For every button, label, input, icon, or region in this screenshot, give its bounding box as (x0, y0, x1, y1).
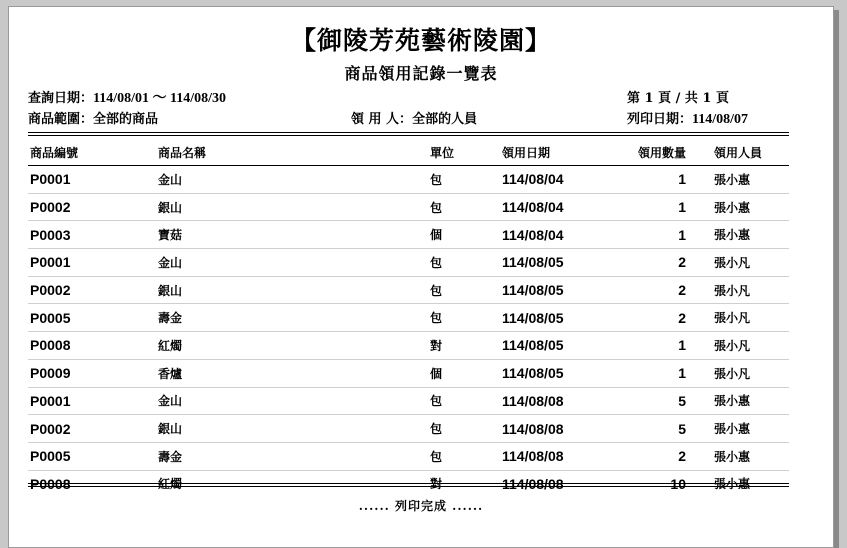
table-row (28, 415, 789, 443)
cell-name: 壽金 (158, 449, 183, 464)
cell-date: 114/08/04 (502, 199, 564, 216)
recipient-label: 領 用 人： (351, 112, 413, 127)
cell-date: 114/08/05 (502, 337, 564, 354)
cell-unit: 對 (430, 477, 443, 492)
cell-date: 114/08/04 (502, 171, 564, 188)
cell-person: 張小凡 (714, 366, 751, 381)
cell-person: 張小凡 (714, 311, 751, 326)
cell-qty: 1 (678, 337, 686, 354)
cell-qty: 5 (678, 420, 686, 437)
cell-unit: 個 (430, 366, 443, 381)
cell-person: 張小惠 (714, 228, 751, 243)
table-row (28, 221, 789, 249)
table-body (28, 166, 789, 497)
cell-person: 張小凡 (714, 283, 751, 298)
table-row (28, 277, 789, 305)
cell-name: 壽金 (158, 311, 183, 326)
cell-person: 張小惠 (714, 422, 751, 437)
header-rule-top (28, 132, 789, 133)
query-date-value: 114/08/01 ～ 114/08/30 (93, 91, 227, 106)
header-unit: 單位 (430, 145, 455, 160)
cell-code: P0001 (30, 392, 71, 409)
cell-name: 銀山 (158, 283, 183, 298)
table-row (28, 194, 789, 222)
cell-date: 114/08/04 (502, 226, 564, 243)
header-date: 領用日期 (502, 145, 551, 160)
cell-name: 金山 (158, 255, 183, 270)
recipient-value: 全部的人員 (412, 112, 478, 127)
cell-person: 張小惠 (714, 449, 751, 464)
product-range-label: 商品範圍： (28, 112, 94, 127)
cell-qty: 1 (678, 199, 686, 216)
cell-code: P0008 (30, 337, 71, 354)
cell-date: 114/08/08 (502, 475, 564, 492)
cell-code: P0002 (30, 199, 71, 216)
table-header-row (28, 139, 789, 166)
cell-date: 114/08/05 (502, 254, 564, 271)
cell-name: 寶菇 (158, 228, 183, 243)
header-rule-bottom (28, 135, 789, 136)
cell-person: 張小凡 (714, 338, 751, 353)
print-complete-footer: ...... 列印完成 ...... (358, 499, 484, 513)
cell-name: 紅燭 (158, 338, 183, 353)
table-row (28, 249, 789, 277)
cell-name: 香爐 (158, 366, 183, 381)
header-name: 商品名稱 (158, 145, 207, 160)
cell-date: 114/08/08 (502, 392, 564, 409)
cell-qty: 2 (678, 282, 686, 299)
cell-person: 張小惠 (714, 200, 751, 215)
cell-unit: 包 (430, 311, 443, 326)
table-row (28, 443, 789, 471)
cell-code: P0002 (30, 282, 71, 299)
recipient-filter (351, 108, 477, 127)
report-title: 【御陵芳苑藝術陵園】 (290, 26, 551, 55)
header-qty: 領用數量 (637, 145, 686, 160)
header-code: 商品編號 (30, 145, 79, 160)
cell-name: 金山 (158, 172, 183, 187)
cell-date: 114/08/08 (502, 448, 564, 465)
cell-code: P0009 (30, 365, 71, 382)
cell-qty: 2 (678, 254, 686, 271)
cell-code: P0005 (30, 309, 71, 326)
footer-rule-top (28, 483, 789, 484)
cell-name: 金山 (158, 394, 183, 409)
cell-unit: 包 (430, 200, 443, 215)
cell-code: P0002 (30, 420, 71, 437)
cell-code: P0005 (30, 448, 71, 465)
cell-qty: 5 (678, 392, 686, 409)
cell-qty: 1 (678, 226, 686, 243)
cell-unit: 包 (430, 283, 443, 298)
report-subtitle: 商品領用記錄一覽表 (344, 64, 498, 83)
cell-date: 114/08/05 (502, 309, 564, 326)
cell-unit: 包 (430, 449, 443, 464)
table-row (28, 332, 789, 360)
cell-name: 銀山 (158, 422, 183, 437)
print-date (627, 108, 748, 128)
table-row (28, 166, 789, 194)
cell-qty: 1 (678, 365, 686, 382)
cell-name: 紅燭 (158, 477, 183, 492)
records-table (28, 139, 789, 497)
table-row (28, 388, 789, 416)
query-date (28, 87, 226, 107)
cell-qty: 2 (678, 309, 686, 326)
cell-unit: 包 (430, 255, 443, 270)
cell-date: 114/08/05 (502, 365, 564, 382)
cell-qty: 2 (678, 448, 686, 465)
cell-name: 銀山 (158, 200, 183, 215)
cell-person: 張小凡 (714, 255, 751, 270)
query-date-label: 查詢日期： (28, 91, 94, 106)
cell-person: 張小惠 (714, 394, 751, 409)
cell-qty: 10 (670, 475, 686, 492)
footer-rule-bottom (28, 486, 789, 487)
cell-qty: 1 (678, 171, 686, 188)
cell-date: 114/08/08 (502, 420, 564, 437)
table-row (28, 360, 789, 388)
cell-unit: 對 (430, 338, 443, 353)
print-date-value: 114/08/07 (692, 112, 749, 127)
cell-unit: 包 (430, 394, 443, 409)
product-range (28, 108, 158, 127)
page-indicator: 第 1 頁 / 共 1 頁 (627, 91, 729, 106)
cell-code: P0008 (30, 475, 71, 492)
cell-unit: 個 (430, 228, 443, 243)
header-person: 領用人員 (714, 145, 763, 160)
cell-date: 114/08/05 (502, 282, 564, 299)
cell-unit: 包 (430, 422, 443, 437)
cell-person: 張小惠 (714, 172, 751, 187)
cell-code: P0001 (30, 171, 71, 188)
cell-unit: 包 (430, 172, 443, 187)
cell-code: P0001 (30, 254, 71, 271)
print-date-label: 列印日期： (627, 112, 693, 127)
report-page (8, 6, 834, 548)
table-row (28, 304, 789, 332)
cell-code: P0003 (30, 226, 71, 243)
product-range-value: 全部的商品 (93, 112, 159, 127)
cell-person: 張小惠 (714, 477, 751, 492)
